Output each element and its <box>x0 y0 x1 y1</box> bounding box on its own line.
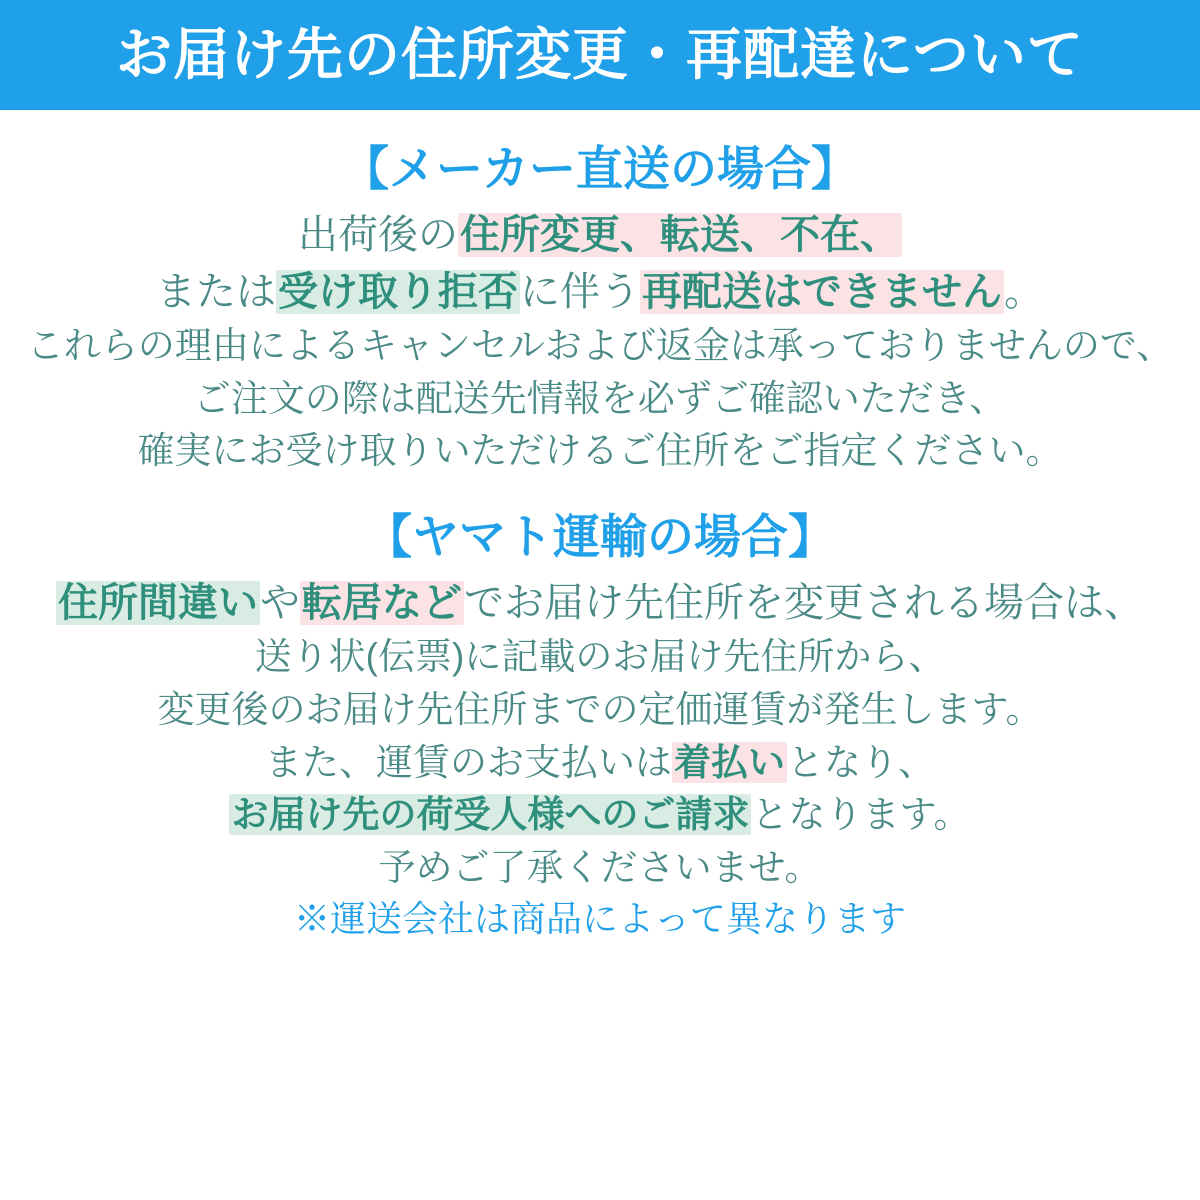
text-run: 送り状(伝票)に記載のお届け先住所から、 <box>254 636 946 678</box>
text-run: でお届け先住所を変更される場合は、 <box>464 580 1144 625</box>
text-run: 出荷後の <box>298 212 458 257</box>
highlight-run: 受け取り拒否 <box>278 269 518 314</box>
section-heading-yamato: 【ヤマト運輸の場合】 <box>365 509 835 563</box>
notice-line <box>10 373 1190 426</box>
notice-line <box>10 207 1190 264</box>
notice-line <box>10 320 1190 373</box>
text-run: となります。 <box>751 794 971 836</box>
footnote: ※運送会社は商品によって異なります <box>293 898 906 940</box>
notice-line <box>10 575 1190 632</box>
notice-line <box>10 737 1190 790</box>
highlight-run: 転居など <box>302 580 462 625</box>
section-heading-maker-direct: 【メーカー直送の場合】 <box>341 142 859 195</box>
text-run: となり、 <box>787 741 935 783</box>
highlight-run: 再配送はできません <box>642 269 1002 314</box>
page-title: お届け先の住所変更・再配達について <box>116 23 1084 86</box>
text-run: また、運賃のお支払いは <box>265 741 672 783</box>
notice-line <box>10 842 1190 895</box>
text-run: 。 <box>1004 269 1044 314</box>
text-run: または <box>156 269 276 314</box>
text-run: 予めご了承くださいませ。 <box>378 846 822 888</box>
notice-line <box>10 631 1190 684</box>
text-run: これらの理由によるキャンセルおよび返金は承っておりませんので、 <box>26 325 1174 367</box>
highlight-run: 住所間違い <box>58 580 258 625</box>
notice-line <box>10 425 1190 478</box>
notice-line <box>10 684 1190 737</box>
text-run: ご注文の際は配送先情報を必ずご確認いただき、 <box>193 377 1007 419</box>
notice-content <box>0 110 1200 943</box>
highlight-run: 着払い <box>674 741 785 783</box>
text-run: や <box>260 580 300 625</box>
text-run: 確実にお受け取りいただけるご住所をご指定ください。 <box>137 430 1063 472</box>
text-run: に伴う <box>520 269 640 314</box>
notice-line <box>10 789 1190 842</box>
page-header <box>0 0 1200 110</box>
notice-line <box>10 264 1190 321</box>
highlight-run: 住所変更、転送、不在、 <box>460 212 900 257</box>
highlight-run: お届け先の荷受人様へのご請求 <box>231 794 750 836</box>
text-run: 変更後のお届け先住所までの定価運賃が発生します。 <box>157 689 1043 731</box>
